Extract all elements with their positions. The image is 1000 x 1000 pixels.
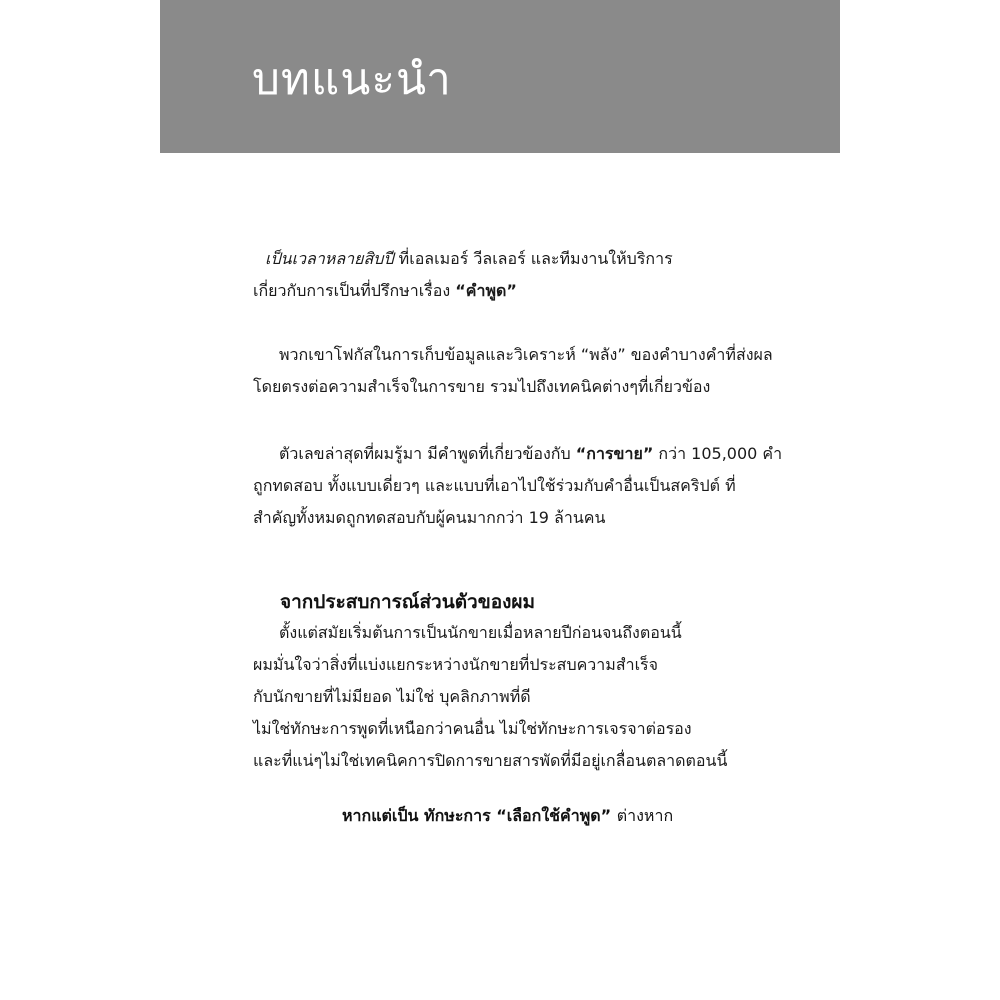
focus-paragraph: [253, 339, 813, 403]
intro-line-2: [253, 275, 813, 307]
intro-line-1-rest: ที่เอลเมอร์ วีลเลอร์ และทีมงานให้บริการ: [393, 249, 673, 268]
closing-statement: [342, 800, 673, 832]
stats-line-1: [253, 438, 813, 470]
closing-bold-text: หากแต่เป็น ทักษะการ “เลือกใช้คำพูด”: [342, 806, 617, 825]
focus-line-2: โดยตรงต่อความสำเร็จในการขาย รวมไปถึงเทคนิคต่างๆที่เกี่ยวข้อง: [253, 377, 711, 396]
experience-line-5: และที่แน่ๆไม่ใช่เทคนิคการปิดการขายสารพัดที่มีอยู่เกลื่อนตลาดตอนนี้: [253, 751, 728, 770]
chapter-title: บทแนะนำ: [252, 54, 452, 105]
experience-line-2: ผมมั่นใจว่าสิ่งที่แบ่งแยกระหว่างนักขายที่ประสบความสำเร็จ: [253, 655, 658, 674]
intro-paragraph: [253, 243, 813, 307]
experience-line-1: ตั้งแต่สมัยเริ่มต้นการเป็นนักขายเมื่อหลายปีก่อนจนถึงตอนนี้: [279, 623, 682, 642]
stats-keyword: “การขาย”: [575, 444, 654, 463]
intro-line-2-text: เกี่ยวกับการเป็นที่ปรึกษาเรื่อง: [253, 281, 456, 300]
stats-line-3: สำคัญทั้งหมดถูกทดสอบกับผู้คนมากกว่า 19 ล้านคน: [253, 508, 606, 527]
closing-normal-text: ต่างหาก: [616, 806, 674, 825]
stats-line-1-pre: ตัวเลขล่าสุดที่ผมรู้มา มีคำพูดที่เกี่ยวข้องกับ: [279, 444, 576, 463]
intro-keyword: “คำพูด”: [455, 281, 517, 300]
section-heading: จากประสบการณ์ส่วนตัวของผม: [280, 591, 536, 613]
stats-line-2: ถูกทดสอบ ทั้งแบบเดี่ยวๆ และแบบที่เอาไปใช้ร่วมกับคำอื่นเป็นสคริปต์ ที่: [253, 476, 736, 495]
stats-line-1-post: กว่า 105,000 คำ: [653, 444, 783, 463]
experience-line-4: ไม่ใช่ทักษะการพูดที่เหนือกว่าคนอื่น ไม่ใช่ทักษะการเจรจาต่อรอง: [253, 719, 692, 738]
experience-paragraph: [253, 617, 813, 777]
stats-paragraph: [253, 438, 813, 534]
book-page: [160, 0, 840, 1000]
intro-line-1: [253, 243, 813, 275]
experience-line-3: กับนักขายที่ไม่มียอด ไม่ใช่ บุคลิกภาพที่ดี: [253, 687, 531, 706]
focus-line-1: พวกเขาโฟกัสในการเก็บข้อมูลและวิเคราะห์ “พลัง” ของคำบางคำที่ส่งผล: [279, 345, 773, 364]
chapter-header-banner: [160, 0, 840, 153]
intro-italic-phrase: เป็นเวลาหลายสิบปี: [265, 249, 394, 268]
